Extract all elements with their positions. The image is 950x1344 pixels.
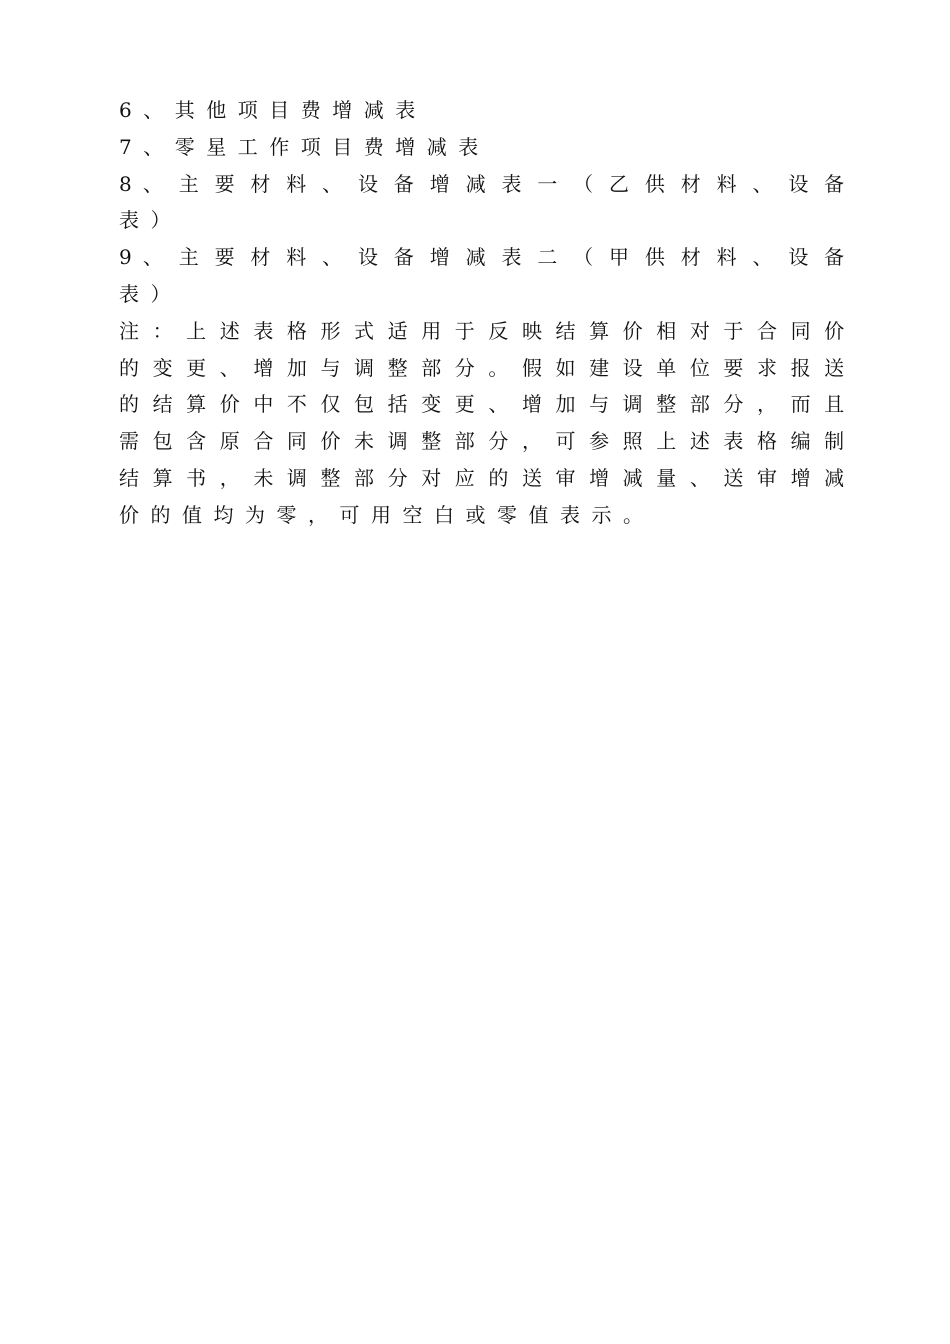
note-paragraph [119,313,844,534]
note-line-6: 价的值均为零，可用空白或零值表示。 [119,502,655,527]
note-line-2: 的 变 更 、 增 加 与 调 整 部 分 。 假 如 建 设 单 位 要 求 报 送 [119,355,844,380]
list-item-9-line-2: 表） [119,281,182,306]
list-item-8-line-2: 表） [119,208,182,233]
list-item-8 [119,166,844,240]
list-item-8-line-1: 8 、 主 要 材 料 、 设 备 增 减 表 一 （ 乙 供 材 料 、 设 备 [119,171,844,196]
note-line-3: 的 结 算 价 中 不 仅 包 括 变 更 、 增 加 与 调 整 部 分 ， 而 且 [119,392,844,417]
note-line-4: 需 包 含 原 合 同 价 未 调 整 部 分 ， 可 参 照 上 述 表 格 编 制 [119,429,844,454]
note-line-5: 结 算 书 ， 未 调 整 部 分 对 应 的 送 审 增 减 量 、 送 审 增 减 [119,465,844,490]
list-item-7: 7、零星工作项目费增减表 [119,134,490,159]
note-line-1: 注 ： 上 述 表 格 形 式 适 用 于 反 映 结 算 价 相 对 于 合 同 价 [119,318,844,343]
document-page [119,92,844,534]
list-item-9-line-1: 9 、 主 要 材 料 、 设 备 增 减 表 二 （ 甲 供 材 料 、 设 备 [119,245,844,270]
list-item-6: 6、其他项目费增减表 [119,98,427,122]
list-item-9 [119,239,844,313]
